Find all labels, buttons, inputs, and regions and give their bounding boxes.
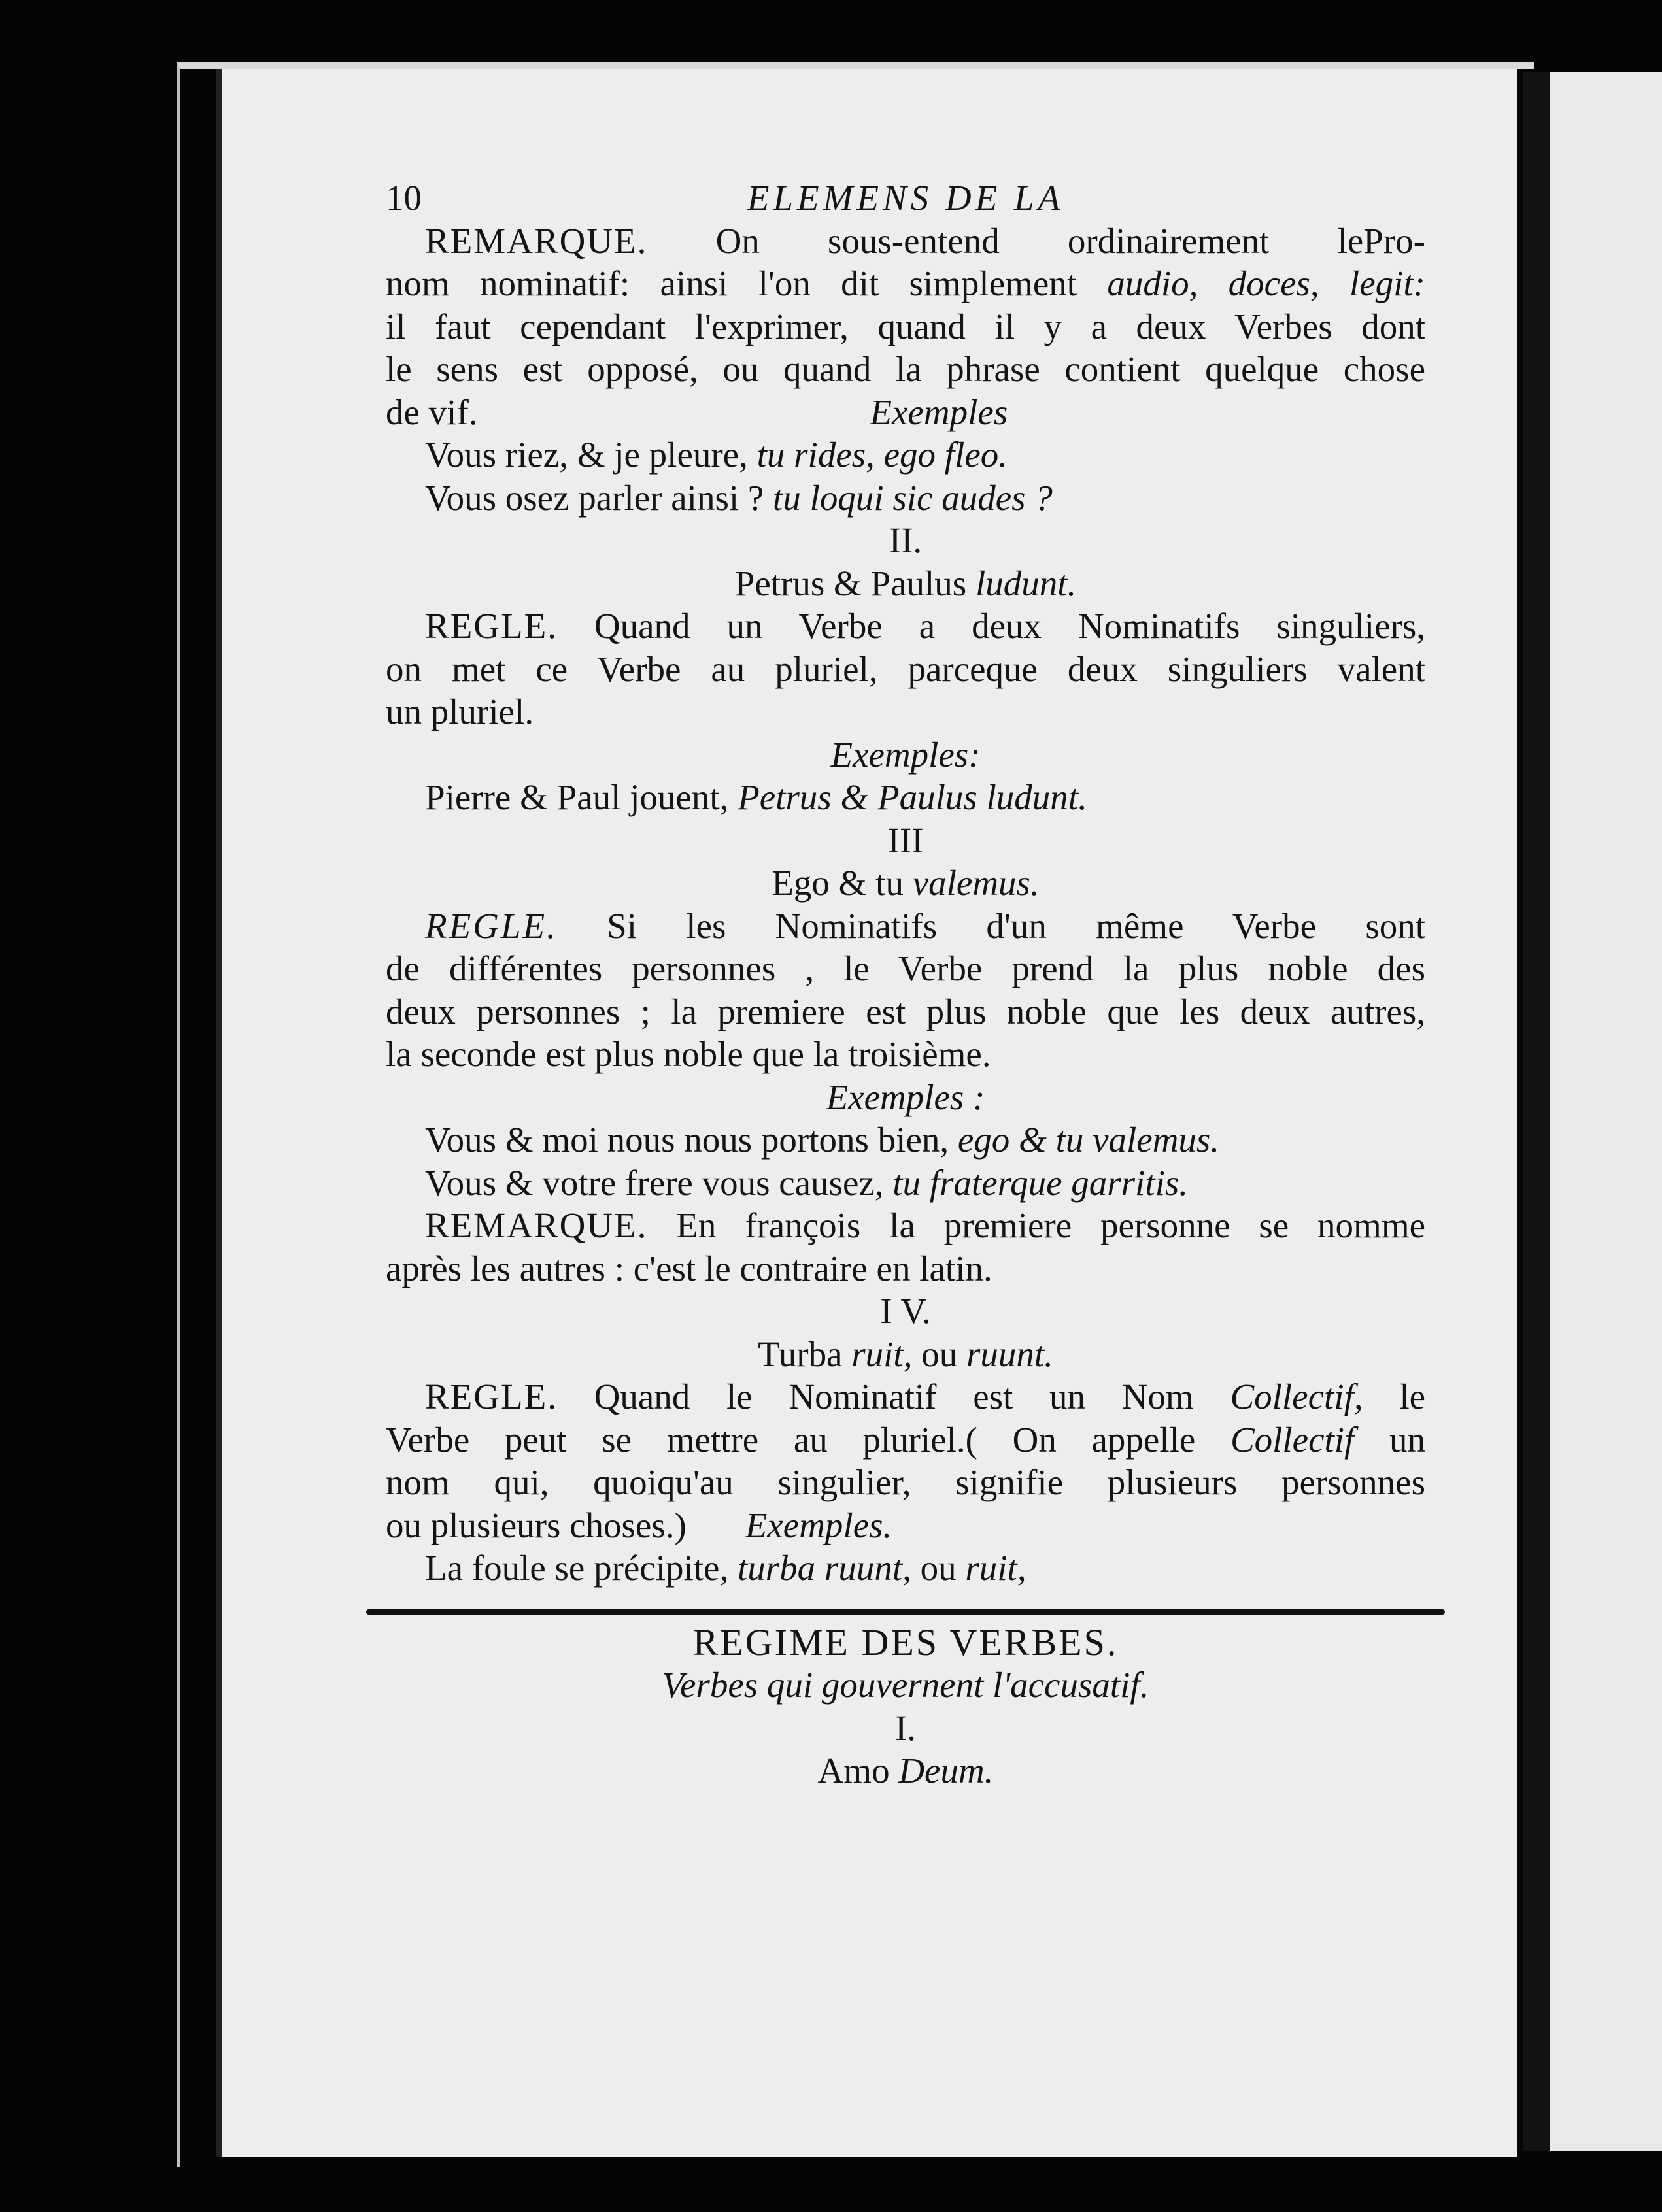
text-span: En françois la premiere personne se nomme [676,1205,1425,1245]
example-line [386,1118,1425,1162]
section-rule [366,1609,1445,1615]
text-span: Ego & tu [772,863,904,903]
rule-label: REGLE. [425,1377,558,1416]
latin-example: turba ruunt, [737,1548,911,1588]
section-example [386,862,1425,905]
section-example [386,1749,1425,1792]
term: Collectif, [1230,1377,1363,1416]
remark-label: REMARQUE. [425,1205,648,1245]
rule-line-1 [386,605,1425,648]
french-example: Vous & votre frere vous causez, [425,1162,884,1203]
section-number: I V. [880,1291,931,1331]
text-span: Verbe peut se mettre au pluriel.( On appelle [386,1419,1196,1460]
rule-line-4: la seconde est plus noble que la troisième. [386,1034,991,1074]
facing-page-edge [1523,72,1662,2151]
latin-example: Deum. [898,1751,994,1790]
latin-example: ruit, [965,1548,1026,1588]
latin-example: tu fraterque garritis. [892,1162,1189,1203]
rule-label: REGLE. [425,905,558,946]
text-span: Quand le Nominatif est un Nom [594,1377,1194,1416]
text-span: Turba [758,1333,843,1374]
section-example [386,562,1425,605]
latin-example: audio, doces, legit: [1107,263,1425,303]
text-span: ou [921,1333,958,1374]
rule-line-1 [386,1375,1425,1418]
example-line [386,477,1425,520]
text-span: Si les Nominatifs d'un même Verbe sont [607,905,1425,946]
rule-label: REGLE. [425,606,558,646]
rule-line-1 [386,905,1425,948]
french-example: La foule se précipite, [425,1548,729,1588]
text-span: Amo [817,1751,890,1790]
latin-example: Petrus & Paulus ludunt. [738,777,1087,817]
latin-example: ego & tu valemus. [957,1120,1220,1160]
rule-line-2: on met ce Verbe au pluriel, parceque deux singuliers valent [386,648,1425,689]
rule-line-2 [386,1418,1425,1462]
remark-label: REMARQUE. [425,220,648,261]
french-example: Vous osez parler ainsi ? [425,477,764,518]
rule-line-2: de différentes personnes , le Verbe prend la plus noble des [386,948,1425,988]
text-span: Petrus & Paulus [734,563,967,603]
latin-example: ruunt. [966,1333,1053,1374]
section-number: III [887,820,924,860]
remark-line-2: après les autres : c'est le contraire en latin. [386,1248,992,1288]
french-example: Pierre & Paul jouent, [425,777,729,817]
examples-label: Exemples: [830,734,981,775]
page-number: 10 [386,178,422,218]
rule-line-3: deux personnes ; la premiere est plus noble que les deux autres, [386,991,1425,1031]
text-span: ou [920,1548,957,1588]
section-number: I. [894,1707,917,1748]
french-example: Vous riez, & je pleure, [425,435,748,475]
remark-1-line-4: le sens est opposé, ou quand la phrase contient quelque chose [386,349,1425,389]
text-span: ou plusieurs choses.) [386,1505,687,1545]
remark-1-line-3: il faut cependant l'exprimer, quand il y a deux Verbes dont [386,306,1425,346]
latin-example: tu rides, ego fleo. [756,435,1008,475]
running-head: ELEMENS DE LA [747,178,1064,218]
latin-example: valemus. [912,863,1040,903]
examples-label: Exemples : [826,1077,985,1117]
text-span: un [1389,1419,1425,1460]
term: Collectif [1230,1419,1355,1460]
remark-1-line-5 [386,391,1425,434]
remark-1-line-1 [386,220,1425,263]
text-span: le [1399,1377,1425,1416]
example-line [386,776,1425,819]
remark-line-1 [386,1204,1425,1247]
latin-example: tu loqui sic audes ? [773,477,1053,518]
example-line [386,433,1425,477]
remark-1-line-2 [386,262,1425,305]
example-line [386,1162,1425,1205]
examples-label: Exemples [870,392,1008,432]
example-line [386,1547,1425,1590]
page-text [386,176,1425,1792]
latin-example: ruit, [851,1333,913,1374]
text-span: de vif. [386,392,478,432]
latin-example: ludunt. [975,563,1077,603]
text-span: Quand un Verbe a deux Nominatifs singuliers, [594,606,1425,646]
section-number: II. [889,520,923,560]
text-span: nom nominatif: ainsi l'on dit simplement [386,263,1077,303]
rule-line-3: nom qui, quoiqu'au singulier, signifie plusieurs personnes [386,1462,1425,1502]
section-subtitle: Verbes qui gouvernent l'accusatif. [662,1665,1149,1705]
french-example: Vous & moi nous nous portons bien, [425,1120,949,1160]
section-example [386,1333,1425,1376]
page-header [386,176,1425,220]
section-title: REGIME DES VERBES. [692,1620,1119,1664]
rule-line-3: un pluriel. [386,692,534,731]
examples-label: Exemples. [745,1505,892,1545]
text-span: On sous-entend ordinairement lePro- [715,220,1425,261]
rule-line-4 [386,1504,1425,1547]
